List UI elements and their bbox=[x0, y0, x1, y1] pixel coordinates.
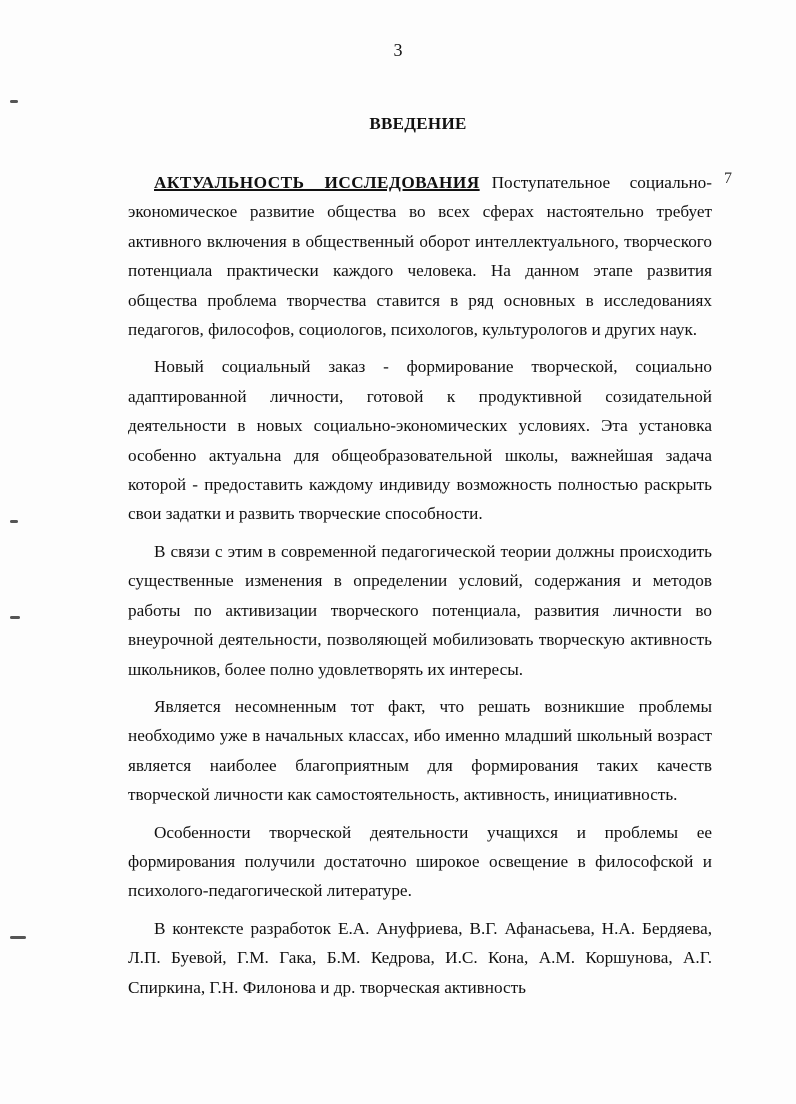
handwritten-mark: 7 bbox=[724, 170, 732, 187]
paragraph: В связи с этим в современной педагогической теории должны происходить существенные изменения в определении условий, содержания и методов работы по активизации творческого потенциала, развития личности во внеурочной деятельности, позволяющей мобилизовать творческую активность школьников, более полно удовлетворять их интересы. bbox=[128, 541, 712, 679]
paragraph: Новый социальный заказ - формирование творческой, социально адаптированной личности, готовой к продуктивной созидательной деятельности в новых социально-экономических условиях. Эта установка особенно актуальна для общеобразовательной школы, важнейшая задача которой - предоставить каждому индивиду возможность полностью раскрыть свои задатки и развить творческие способности. bbox=[128, 357, 712, 524]
page-number: 3 bbox=[393, 40, 403, 60]
paragraph: Является несомненным тот факт, что решать возникшие проблемы необходимо уже в начальных классах, ибо именно младший школьный возраст является наиболее благоприятным для формирования таких качеств творческой личности как самостоятельность, активность, инициативность. bbox=[128, 696, 712, 805]
scan-artifact-mark bbox=[10, 100, 18, 103]
paragraph: В контексте разработок Е.А. Ануфриева, В.Г. Афанасьева, Н.А. Бердяева, Л.П. Буевой, Г.М. Гака, Б.М. Кедрова, И.С. Кона, А.М. Коршунова, А.Г. Спиркина, Г.Н. Филонова и др. творческая активность bbox=[128, 918, 712, 997]
paragraph-text: Поступательное социально-экономическое развитие общества во всех сферах настоятельно требует активного включения в общественный оборот интеллектуального, творческого потенциала практически каждого человека. На данном этапе развития общества проблема творчества ставится в ряд основных в исследованиях педагогов, философов, социологов, психологов, культурологов и других наук. bbox=[128, 173, 712, 340]
body-text bbox=[128, 168, 712, 1002]
page-title: ВВЕДЕНИЕ bbox=[369, 114, 467, 133]
scan-artifact-mark bbox=[10, 616, 20, 619]
section-label: АКТУАЛЬНОСТЬ ИССЛЕДОВАНИЯ bbox=[154, 173, 480, 192]
paragraph-relevance bbox=[128, 168, 712, 344]
scan-artifact-mark bbox=[10, 520, 18, 523]
paragraph: Особенности творческой деятельности учащихся и проблемы ее формирования получили достаточно широкое освещение в философской и психолого-педагогической литературе. bbox=[128, 822, 712, 901]
scan-artifact-mark bbox=[10, 936, 26, 939]
